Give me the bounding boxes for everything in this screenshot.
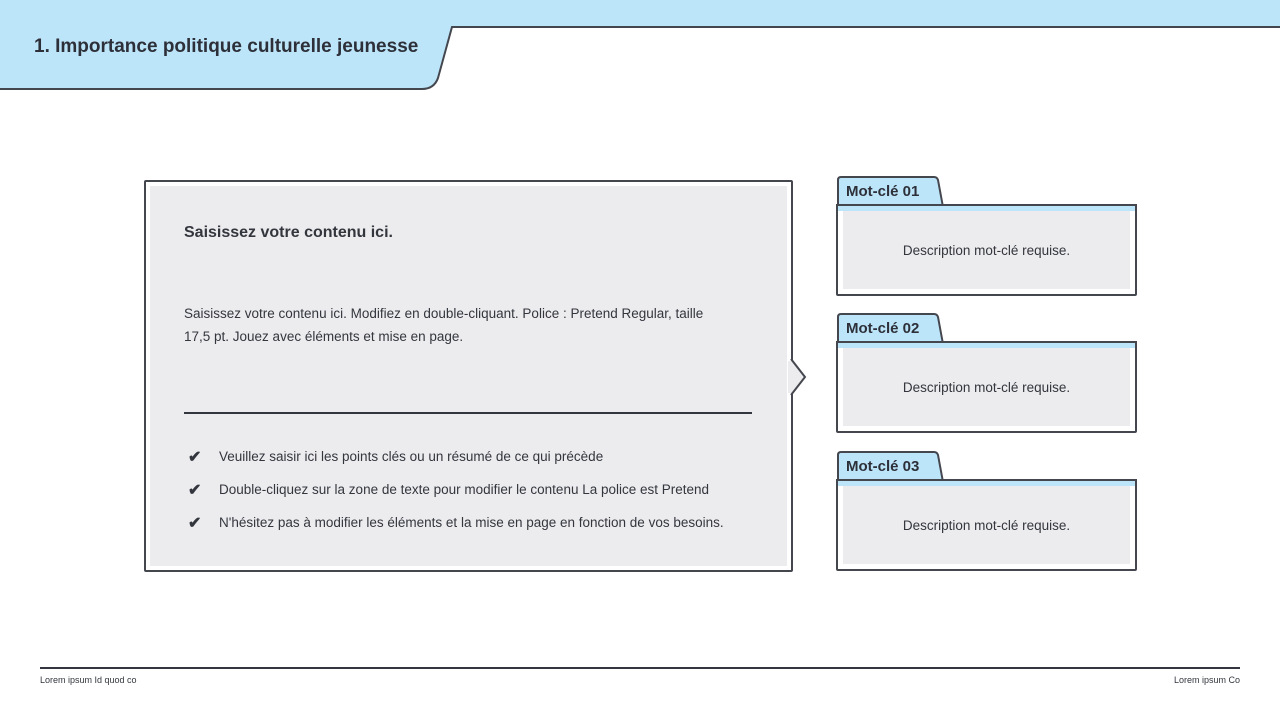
keyword-label: Mot-clé 01: [846, 183, 920, 200]
list-item: [188, 440, 724, 473]
page-title: 1. Importance politique culturelle jeunesse: [34, 36, 419, 57]
footer-divider: [40, 667, 1240, 669]
bullet-text: Double-cliquez sur la zone de texte pour modifier le contenu La police est Pretend: [219, 482, 710, 497]
keyword-description: [836, 479, 1137, 571]
keyword-card-3: [836, 451, 1137, 571]
list-item: [188, 473, 724, 506]
keyword-description: [836, 341, 1137, 433]
footer-right: Lorem ipsum Co: [1173, 675, 1240, 685]
bullet-list: [188, 440, 724, 539]
checkmark-icon: ✔: [188, 481, 202, 499]
content-panel: [144, 180, 793, 572]
footer-left: Lorem ipsum Id quod co: [40, 675, 137, 685]
keyword-label: Mot-clé 02: [846, 320, 920, 337]
divider: [184, 412, 752, 414]
keyword-desc-text: Description mot-clé requise.: [902, 379, 1071, 395]
content-body: Saisissez votre contenu ici. Modifiez en double-cliquant. Police : Pretend Regular, taille 17,5 pt. Jouez avec éléments et mise en page.: [184, 306, 704, 344]
checkmark-icon: ✔: [188, 514, 202, 532]
keyword-card-1: [836, 176, 1137, 296]
keyword-desc-text: Description mot-clé requise.: [902, 242, 1071, 258]
pointer-arrow: [788, 357, 808, 397]
bullet-text: N'hésitez pas à modifier les éléments et la mise en page en fonction de vos besoins.: [219, 515, 724, 530]
checkmark-icon: ✔: [188, 448, 202, 466]
keyword-desc-text: Description mot-clé requise.: [902, 517, 1071, 533]
keyword-label: Mot-clé 03: [846, 458, 920, 475]
list-item: [188, 506, 724, 539]
keyword-description: [836, 204, 1137, 296]
bullet-text: Veuillez saisir ici les points clés ou un résumé de ce qui précède: [219, 449, 604, 464]
keyword-card-2: [836, 313, 1137, 433]
content-heading: Saisissez votre contenu ici.: [184, 224, 393, 241]
